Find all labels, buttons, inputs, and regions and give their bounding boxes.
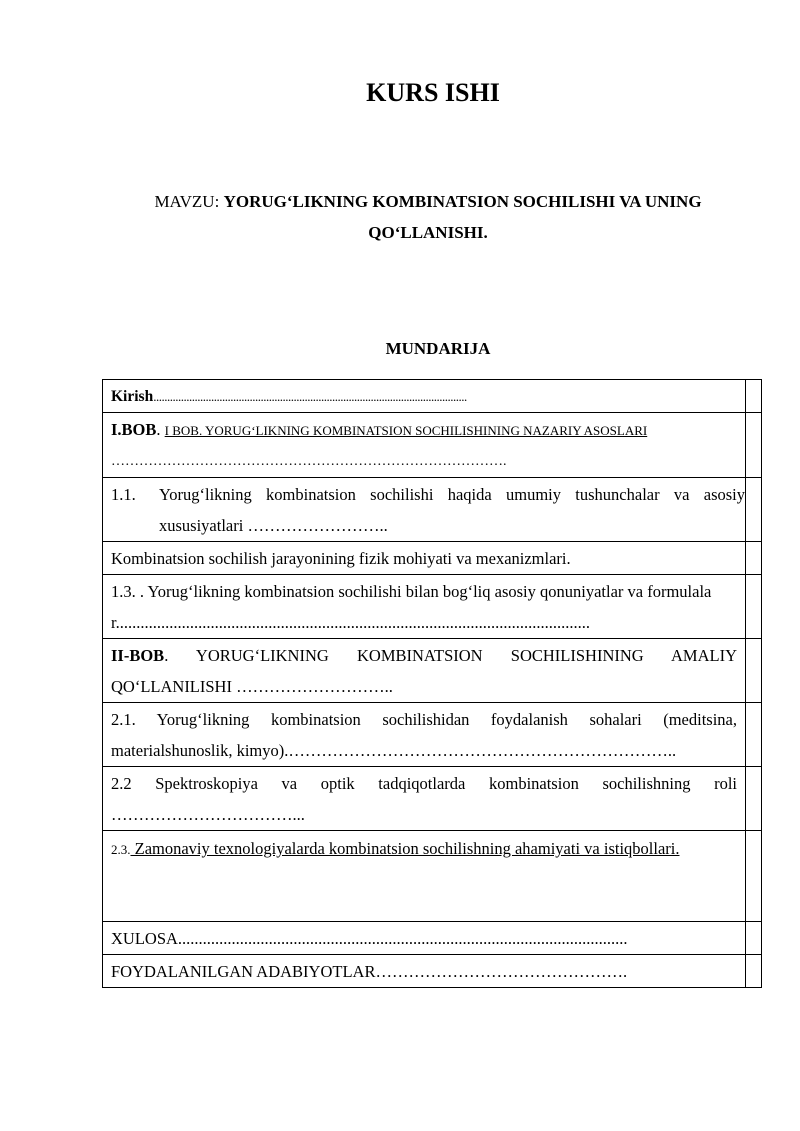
toc-page-cell [746,703,762,767]
toc-chapter-1-title: I BOB. YORUG‘LIKNING KOMBINATSION SOCHILISHINING NAZARIY ASOSLARI [164,423,648,438]
topic-label: MAVZU: [154,192,224,211]
toc-row-intro [103,380,762,413]
toc-row-chapter-1: I.BOB. I BOB. YORUG‘LIKNING KOMBINATSION SOCHILISHINING NAZARIY ASOSLARI …………………………………………………………………………. [103,413,762,478]
toc-row-2-3 [103,831,762,922]
toc-row-1-1 [103,478,762,542]
toc-page-cell [746,831,762,922]
toc-intro-dots: .................................................................................................................. [153,389,467,404]
toc-row-chapter-2 [103,639,762,703]
toc-row-1-2 [103,542,762,575]
toc-2-3-text: Zamonaviy texnologiyalarda kombinatsion sochilishning ahamiyati va istiqbollari. [130,839,680,858]
toc-conclusion-text: XULOSA............................................................................................................. [103,922,746,955]
toc-intro-label: Kirish [111,388,154,405]
toc-1-2-text: Kombinatsion sochilish jarayonining fizik mohiyati va mexanizmlari. [103,542,746,575]
toc-row-1-3 [103,575,762,639]
topic-line [110,186,746,248]
toc-chapter-2-label: II-BOB [111,646,165,665]
toc-page-cell [746,380,762,413]
contents-title: MUNDARIJA [385,339,491,358]
toc-page-cell [746,922,762,955]
toc-page-cell [746,575,762,639]
toc-chapter-1-dots: …………………………………………………………………………. [111,454,507,469]
document-title: KURS ISHI [366,78,500,107]
toc-row-conclusion [103,922,762,955]
toc-row-2-1 [103,703,762,767]
toc-2-1-text: 2.1. Yorug‘likning kombinatsion sochilishidan foydalanish sohalari (meditsina, materialshunoslik, kimyo).…………………………………………………………….. [111,710,737,760]
table-of-contents [102,379,762,988]
toc-chapter-1-label: I.BOB [111,420,157,439]
toc-page-cell [746,767,762,831]
toc-page-cell [746,478,762,542]
toc-row-2-2 [103,767,762,831]
toc-1-1-text: Yorug‘likning kombinatsion sochilishi haqida umumiy tushunchalar va asosiy xususiyatlari …………………….. [159,485,745,535]
toc-row-references [103,955,762,988]
toc-page-cell [746,542,762,575]
toc-references-text: FOYDALANILGAN ADABIYOTLAR………………………………………. [103,955,746,988]
toc-page-cell [746,639,762,703]
toc-2-2-text: 2.2 Spektroskopiya va optik tadqiqotlarda kombinatsion sochilishning roli ……………………………... [111,774,737,824]
toc-1-1-number: 1.1. [111,485,136,504]
toc-chapter-2-text: . YORUG‘LIKNING KOMBINATSION SOCHILISHINING AMALIY QO‘LLANILISHI ……………………….. [111,646,737,696]
toc-page-cell [746,413,762,478]
toc-2-3-number: 2.3. [111,842,131,857]
toc-page-cell [746,955,762,988]
topic-text: YORUG‘LIKNING KOMBINATSION SOCHILISHI VA UNING QO‘LLANISHI. [223,192,702,242]
toc-1-3-text: 1.3. . Yorug‘likning kombinatsion sochilishi bilan bog‘liq asosiy qonuniyatlar va formulalar................................................................................................................... [111,582,712,632]
